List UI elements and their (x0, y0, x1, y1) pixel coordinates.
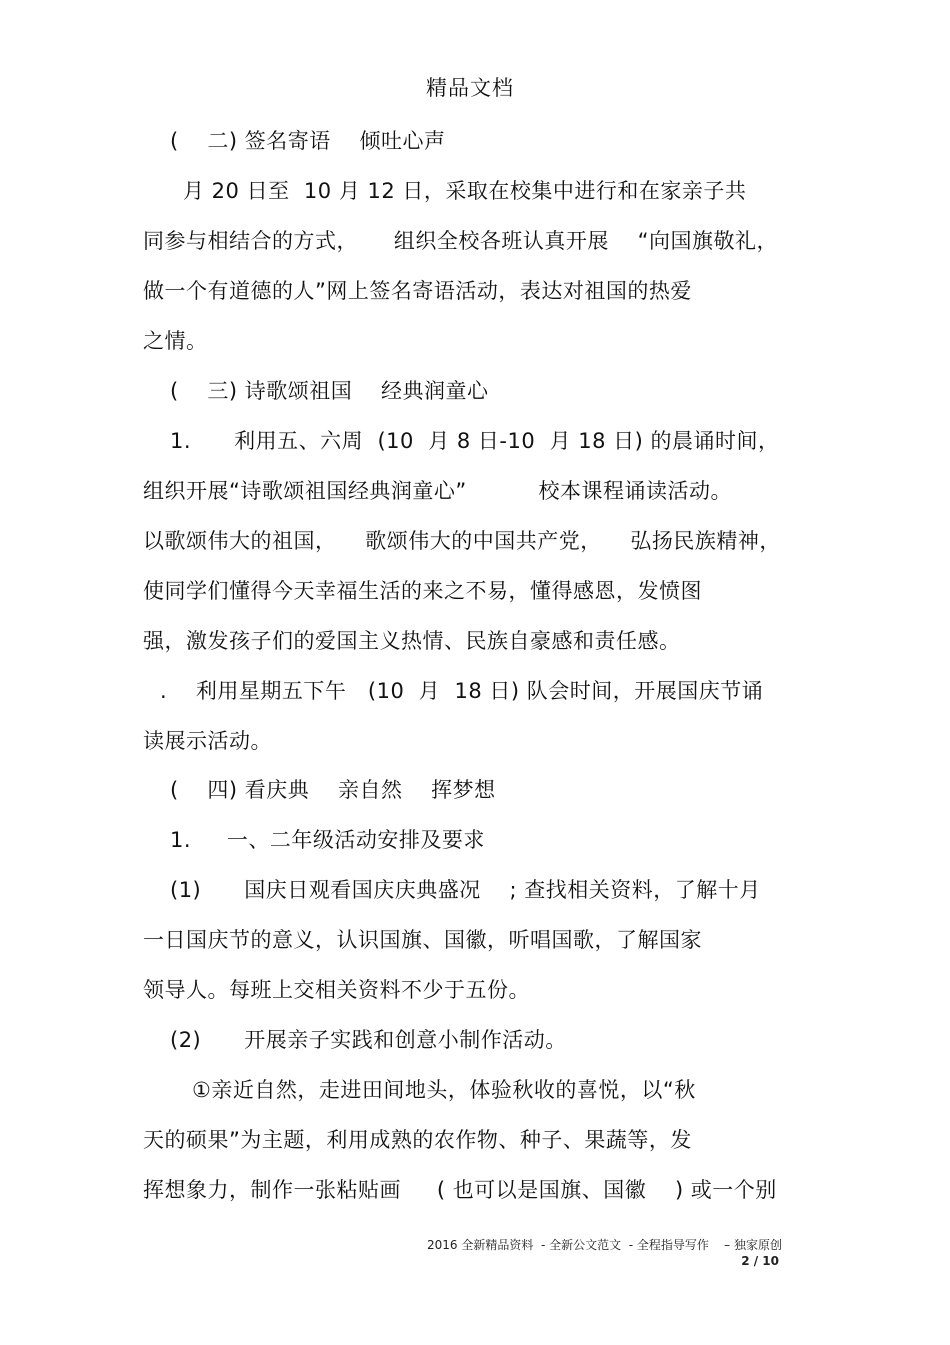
paragraph-line: 领导人。每班上交相关资料不少于五份。 (143, 978, 530, 1002)
paragraph-line: 同参与相结合的方式， 组织全校各班认真开展 “向国旗敬礼， (143, 229, 778, 253)
section-heading: ( 二) 签名寄语 倾吐心声 (170, 129, 446, 153)
section-heading: ( 四) 看庆典 亲自然 挥梦想 (170, 778, 496, 802)
paragraph-line: 以歌颂伟大的祖国， 歌颂伟大的中国共产党， 弘扬民族精神， (143, 529, 781, 553)
paragraph-line: 月 20 日至 10 月 12 日，采取在校集中进行和在家亲子共 (183, 179, 747, 203)
section-heading: ( 三) 诗歌颂祖国 经典润童心 (170, 379, 489, 403)
page-footer-text: 2016 全新精品资料 - 全新公文范文 - 全程指导写作 – 独家原创 (427, 1238, 782, 1252)
paragraph-line: ①亲近自然，走进田间地头，体验秋收的喜悦，以“秋 (192, 1078, 696, 1102)
subsection-heading: 1. 一、二年级活动安排及要求 (170, 828, 485, 852)
paragraph-line: (2) 开展亲子实践和创意小制作活动。 (170, 1028, 567, 1052)
page-number: 2 / 10 (741, 1254, 779, 1268)
paragraph-line: 1. 利用五、六周 (10 月 8 日-10 月 18 日) 的晨诵时间， (170, 429, 780, 453)
paragraph-line: (1) 国庆日观看国庆庆典盛况 ; 查找相关资料，了解十月 (170, 878, 761, 902)
paragraph-line: 使同学们懂得今天幸福生活的来之不易，懂得感恩，发愤图 (143, 579, 702, 603)
page-header-title: 精品文档 (426, 76, 514, 100)
paragraph-line: . 利用星期五下午 (10 月 18 日) 队会时间，开展国庆节诵 (160, 679, 764, 703)
paragraph-line: 天的硕果”为主题，利用成熟的农作物、种子、果蔬等，发 (143, 1128, 692, 1152)
paragraph-line: 读展示活动。 (143, 729, 272, 753)
paragraph-line: 做一个有道德的人”网上签名寄语活动，表达对祖国的热爱 (143, 279, 692, 303)
paragraph-line: 强，激发孩子们的爱国主义热情、民族自豪感和责任感。 (143, 629, 681, 653)
paragraph-line: 挥想象力，制作一张粘贴画 ( 也可以是国旗、国徽 ) 或一个别 (143, 1178, 777, 1202)
paragraph-line: 组织开展“诗歌颂祖国经典润童心” 校本课程诵读活动。 (143, 479, 733, 503)
paragraph-line: 之情。 (143, 329, 208, 353)
paragraph-line: 一日国庆节的意义，认识国旗、国徽，听唱国歌，了解国家 (143, 928, 702, 952)
